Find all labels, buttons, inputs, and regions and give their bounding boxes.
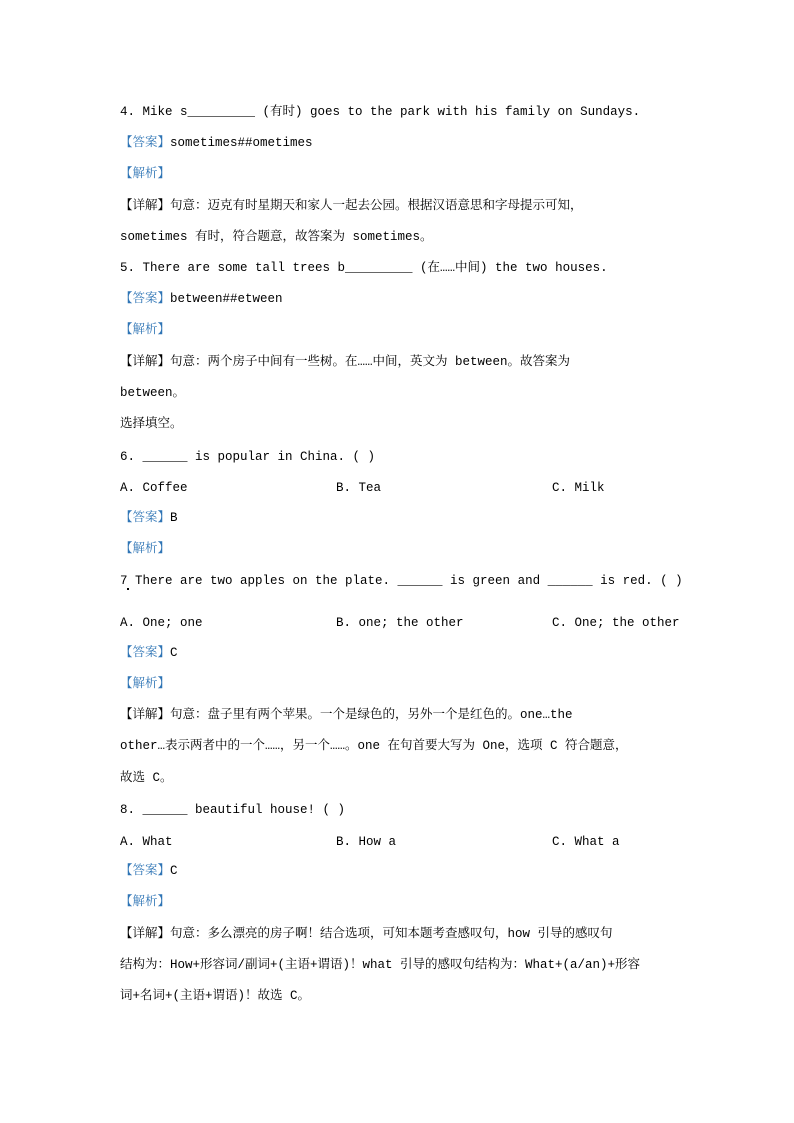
- option-a: A. Coffee: [120, 481, 188, 495]
- detail-text: 句意：迈克有时星期天和家人一起去公园。根据汉语意思和字母提示可知，: [170, 199, 583, 213]
- detail-text: 故选 C。: [120, 771, 173, 785]
- question-stem: 4. Mike s_________ (有时) goes to the park with his family on Sundays.: [120, 105, 641, 119]
- detail-text: 句意：盘子里有两个苹果。一个是绿色的，另外一个是红色的。one…the: [170, 708, 573, 722]
- analysis-label: 【解析】: [120, 167, 171, 181]
- detail-line: [120, 198, 583, 214]
- answer-line: [120, 645, 178, 661]
- option-a: A. One; one: [120, 616, 203, 630]
- answer-value: C: [170, 864, 178, 878]
- answer-label: 【答案】: [120, 864, 171, 878]
- detail-text: 句意：两个房子中间有一些树。在……中间，英文为 between。故答案为: [170, 355, 571, 369]
- answer-line: [120, 510, 178, 526]
- option-b: B. one; the other: [336, 616, 464, 630]
- detail-label: 【详解】: [120, 199, 171, 213]
- option-b: B. Tea: [336, 481, 382, 495]
- analysis-label: 【解析】: [120, 542, 171, 556]
- answer-value: between##etween: [170, 292, 283, 306]
- analysis-label: 【解析】: [120, 323, 171, 337]
- answer-label: 【答案】: [120, 646, 171, 660]
- question-stem: 7 There are two apples on the plate. ______ is green and ______ is red. ( ): [120, 574, 683, 588]
- question-stem: 8. ______ beautiful house! ( ): [120, 803, 346, 817]
- option-a: A. What: [120, 835, 173, 849]
- answer-value: B: [170, 511, 178, 525]
- answer-line: [120, 291, 283, 307]
- option-c: C. One; the other: [552, 616, 680, 630]
- detail-text: other…表示两者中的一个……，另一个……。one 在句首要大写为 One，选项 C 符合题意，: [120, 739, 628, 753]
- option-b: B. How a: [336, 835, 397, 849]
- detail-text: 结构为：How+形容词/副词+(主语+谓语)！what 引导的感叹句结构为：What+(a/an)+形容: [120, 958, 641, 972]
- analysis-label: 【解析】: [120, 677, 171, 691]
- detail-text: sometimes 有时，符合题意，故答案为 sometimes。: [120, 230, 433, 244]
- answer-label: 【答案】: [120, 136, 171, 150]
- detail-text: between。: [120, 386, 186, 400]
- analysis-label: 【解析】: [120, 895, 171, 909]
- answer-line: [120, 135, 313, 151]
- detail-line: [120, 926, 613, 942]
- option-c: C. What a: [552, 835, 620, 849]
- detail-line: [120, 707, 573, 723]
- answer-value: C: [170, 646, 178, 660]
- answer-line: [120, 863, 178, 879]
- detail-text: 词+名词+(主语+谓语)！故选 C。: [120, 989, 311, 1003]
- question-stem: 5. There are some tall trees b_________ (在……中间) the two houses.: [120, 261, 608, 275]
- detail-line: [120, 354, 570, 370]
- answer-label: 【答案】: [120, 292, 171, 306]
- section-heading: 选择填空。: [120, 417, 183, 431]
- detail-text: 句意：多么漂亮的房子啊！结合选项，可知本题考查感叹句，how 引导的感叹句: [170, 927, 613, 941]
- detail-label: 【详解】: [120, 927, 171, 941]
- option-c: C. Milk: [552, 481, 605, 495]
- list-marker-dot: [127, 588, 129, 590]
- detail-label: 【详解】: [120, 708, 171, 722]
- answer-label: 【答案】: [120, 511, 171, 525]
- answer-value: sometimes##ometimes: [170, 136, 313, 150]
- question-stem: 6. ______ is popular in China. ( ): [120, 450, 376, 464]
- detail-label: 【详解】: [120, 355, 171, 369]
